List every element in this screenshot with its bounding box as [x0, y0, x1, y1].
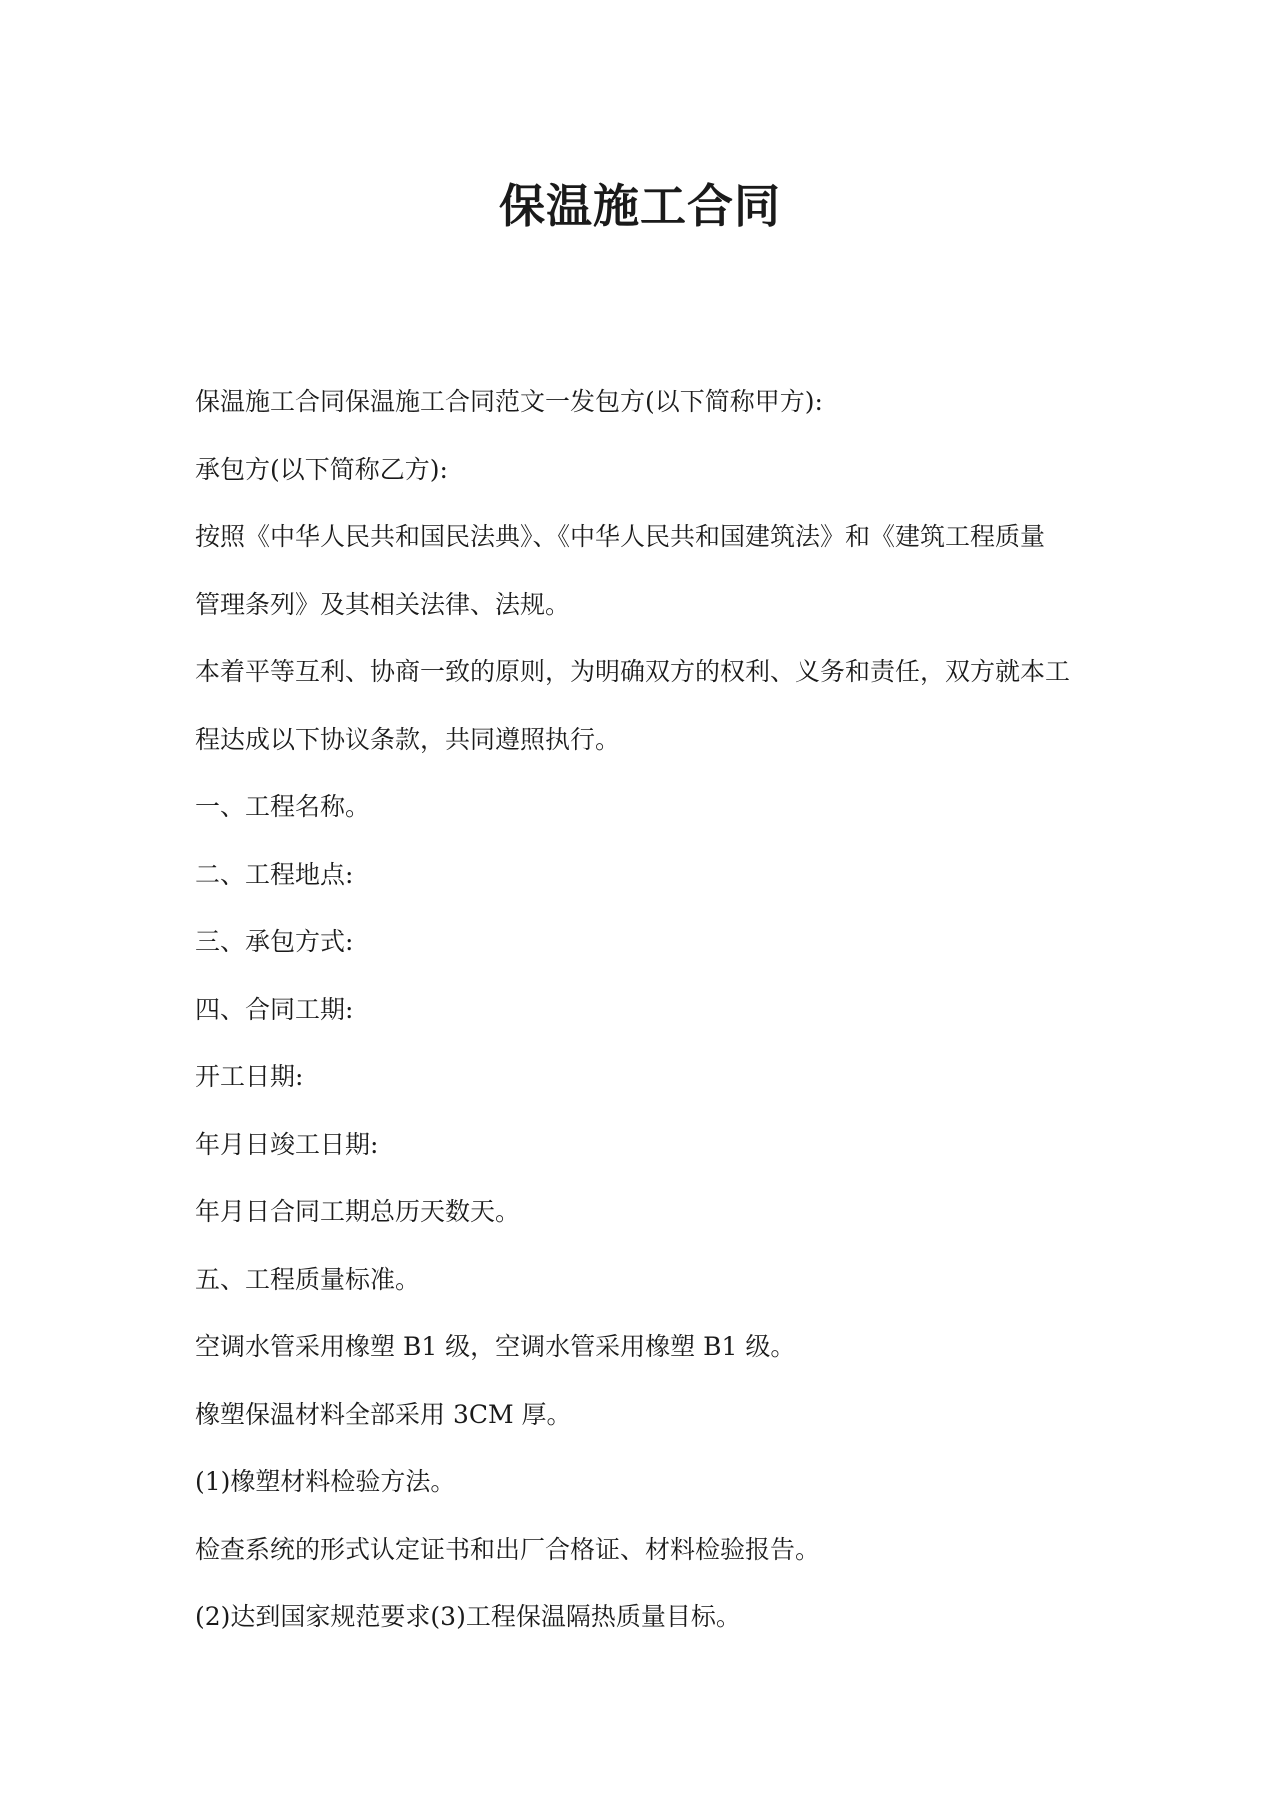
- text-line: 一、工程名称。: [195, 792, 371, 821]
- document-title: 保温施工合同: [499, 179, 781, 233]
- text-line: 年月日竣工日期:: [195, 1129, 379, 1159]
- text-line: 承包方(以下简称乙方):: [195, 454, 448, 484]
- text-line: 橡塑保温材料全部采用 3CM 厚。: [195, 1399, 572, 1429]
- text-line: 检查系统的形式认定证书和出厂合格证、材料检验报告。: [195, 1534, 821, 1564]
- text-line: 保温施工合同保温施工合同范文一发包方(以下简称甲方):: [195, 387, 823, 416]
- text-line: 年月日合同工期总历天数天。: [195, 1197, 521, 1226]
- text-line: 按照《中华人民共和国民法典》、《中华人民共和国建筑法》和《建筑工程质量: [195, 522, 1046, 551]
- document-body: [195, 368, 1095, 1651]
- text-line: 二、工程地点:: [195, 859, 354, 889]
- text-line: 管理条列》及其相关法律、法规。: [195, 589, 571, 619]
- text-line: (1)橡塑材料检验方法。: [195, 1467, 456, 1496]
- text-line: 空调水管采用橡塑 B1 级，空调水管采用橡塑 B1 级。: [195, 1332, 796, 1361]
- text-line: 开工日期:: [195, 1062, 304, 1091]
- text-line: 四、合同工期:: [195, 994, 354, 1024]
- text-line: (2)达到国家规范要求(3)工程保温隔热质量目标。: [195, 1602, 741, 1631]
- text-line: 本着平等互利、协商一致的原则，为明确双方的权利、义务和责任，双方就本工: [195, 657, 1071, 686]
- text-line: 三、承包方式:: [195, 927, 354, 956]
- text-line: 程达成以下协议条款，共同遵照执行。: [195, 724, 621, 754]
- text-line: 五、工程质量标准。: [195, 1264, 421, 1294]
